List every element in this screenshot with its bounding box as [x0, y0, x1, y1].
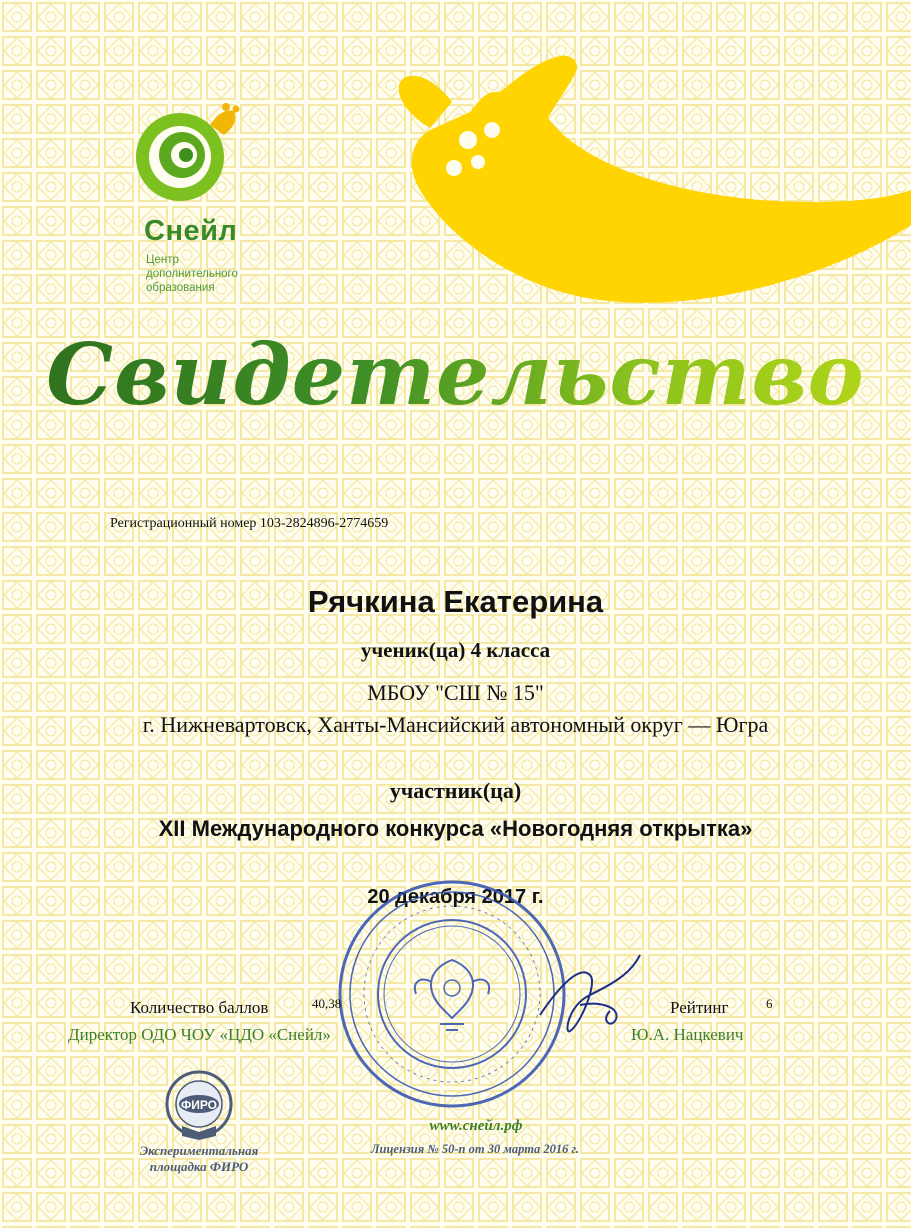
contest-name: XII Международного конкурса «Новогодняя открытка» — [158, 816, 753, 841]
recipient-name: Рячкина Екатерина — [307, 584, 604, 619]
rating-value: 6 — [766, 996, 773, 1011]
license-text: Лицензия № 50-п от 30 марта 2016 г. — [370, 1142, 580, 1156]
logo-subtitle-line: дополнительного — [146, 268, 238, 280]
snail-logo-icon — [128, 95, 258, 215]
logo-name: Снейл — [144, 215, 238, 247]
recipient-city: г. Нижневартовск, Ханты-Мансийский автономный округ — Югра — [142, 712, 769, 737]
director-name: Ю.А. Нацкевич — [631, 1025, 744, 1044]
snail-logo — [128, 95, 258, 305]
certificate-title: Свидетельство — [0, 325, 911, 424]
director-title: Директор ОДО ЧОУ «ЦДО «Снейл» — [68, 1025, 331, 1044]
firo-caption — [110, 1143, 288, 1175]
firo-emblem — [146, 1070, 252, 1142]
logo-subtitle — [146, 253, 238, 295]
logo-subtitle-line: образования — [146, 282, 215, 294]
firo-caption-line: Экспериментальная — [139, 1143, 259, 1158]
registration-number: Регистрационный номер 103-2824896-2774659 — [110, 516, 389, 531]
participant-role: участник(ца) — [389, 778, 522, 803]
recipient-school: МБОУ "СШ № 15" — [367, 680, 544, 705]
score-value: 40,38 — [312, 996, 342, 1011]
recipient-grade: ученик(ца) 4 класса — [360, 638, 551, 662]
svg-text:ФИРО: ФИРО — [180, 1098, 218, 1112]
score-label: Количество баллов — [130, 998, 269, 1017]
logo-subtitle-line: Центр — [146, 254, 179, 266]
website-link[interactable]: www.снейл.рф — [429, 1118, 523, 1134]
rating-label: Рейтинг — [670, 998, 729, 1017]
firo-caption-line: площадка ФИРО — [149, 1159, 249, 1174]
award-date: 20 декабря 2017 г. — [367, 886, 544, 908]
